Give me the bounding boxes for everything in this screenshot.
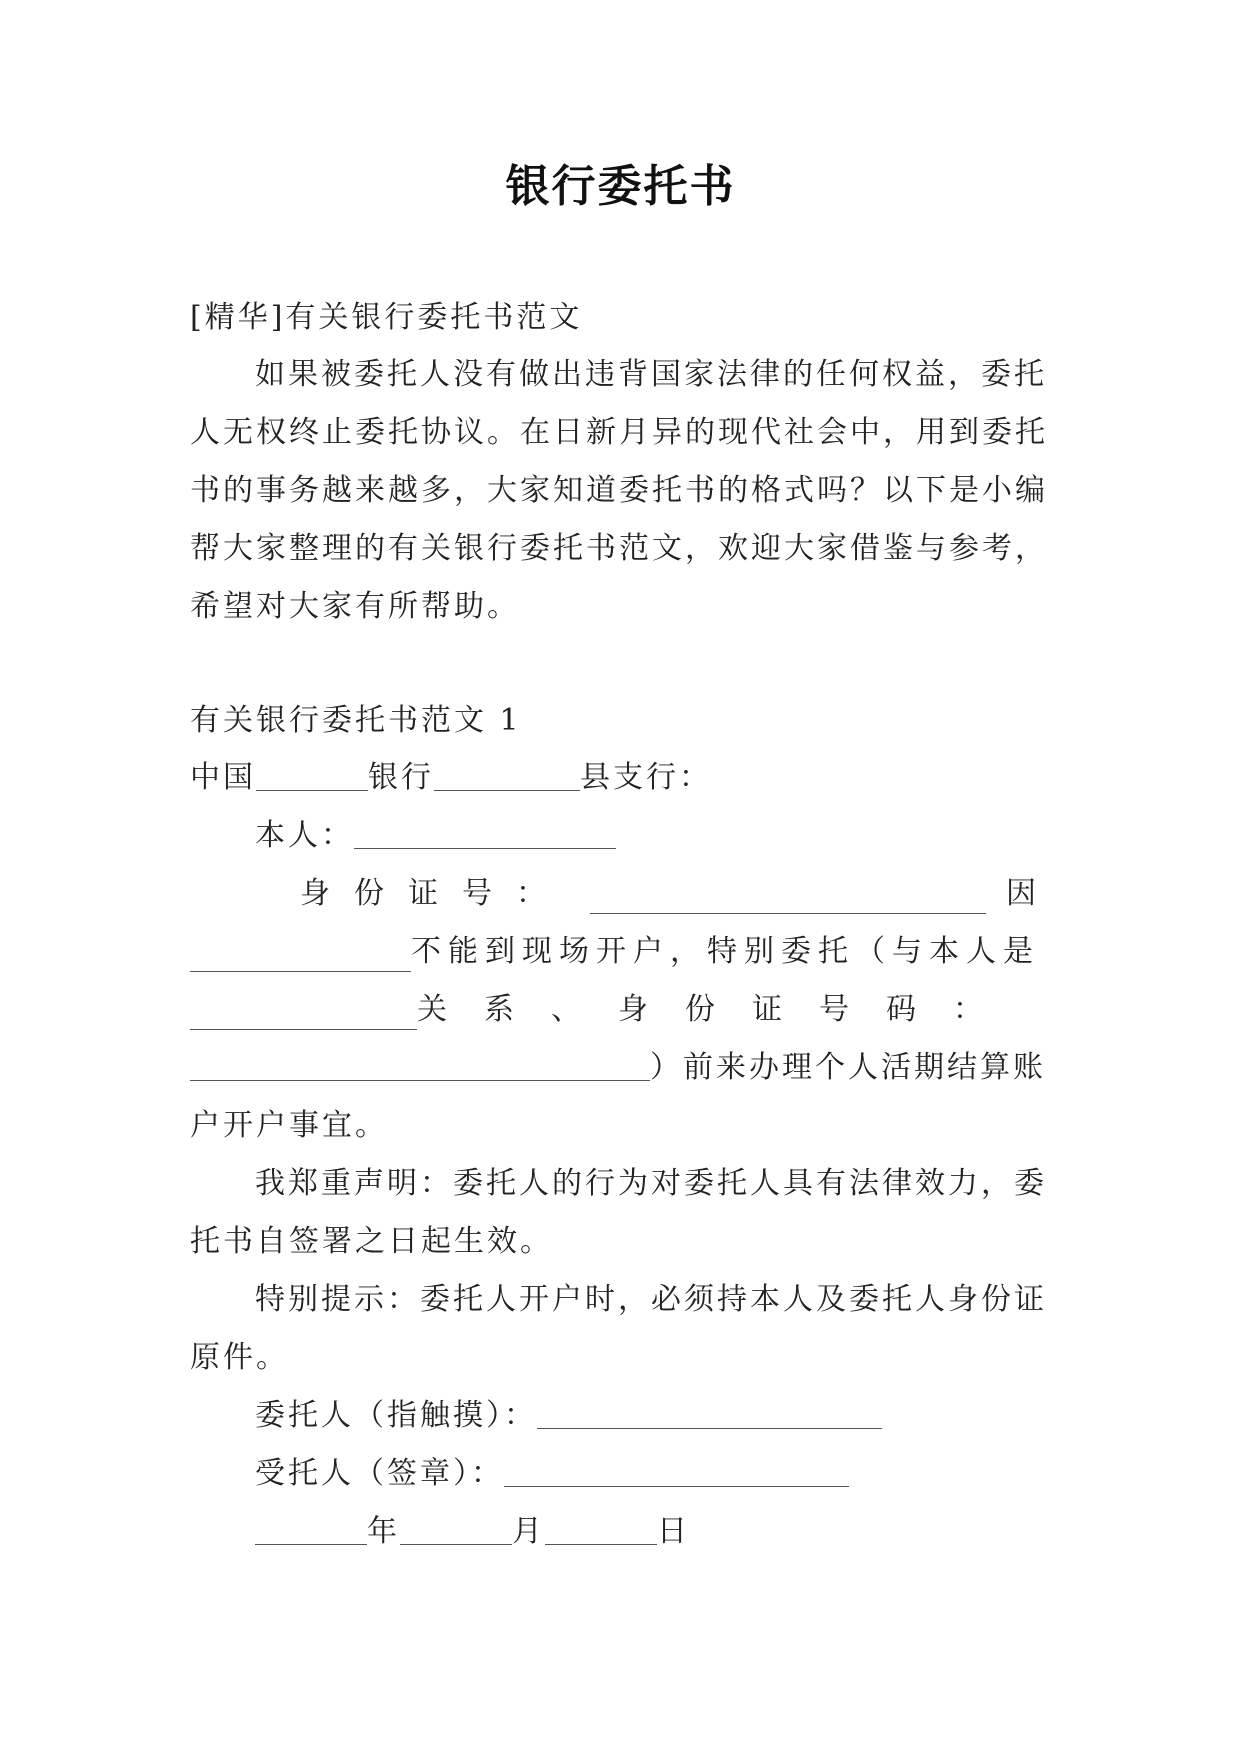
intro-line-4: 帮大家整理的有关银行委托书范文，欢迎大家借鉴与参考， — [190, 531, 1048, 566]
id-number-blank[interactable] — [590, 887, 986, 914]
relation-text: 关系、身份证号码： — [417, 992, 1020, 1027]
delegate-signature-blank[interactable] — [504, 1460, 849, 1487]
date-month-label: 月 — [512, 1514, 545, 1549]
reason-line — [190, 932, 1040, 972]
delegate-label: 受托人（签章）： — [255, 1456, 504, 1491]
relation-blank[interactable] — [190, 1003, 417, 1030]
address-line — [190, 758, 1060, 798]
principal-name-blank[interactable] — [354, 822, 616, 849]
section-heading: 有关银行委托书范文 1 — [190, 703, 522, 738]
notice-line-2: 原件。 — [190, 1340, 289, 1375]
id-number-line — [300, 874, 1039, 914]
intro-line-2: 人无权终止委托协议。在日新月异的现代社会中，用到委托 — [190, 415, 1048, 450]
date-year-label: 年 — [367, 1514, 400, 1549]
year-blank[interactable] — [255, 1518, 367, 1545]
delegator-line — [255, 1396, 1060, 1436]
county-blank[interactable] — [434, 764, 580, 791]
delegator-signature-blank[interactable] — [537, 1402, 882, 1429]
declaration-line-2: 托书自签署之日起生效。 — [190, 1224, 553, 1259]
address-country: 中国 — [190, 760, 256, 795]
reason-blank[interactable] — [190, 945, 411, 972]
purpose-end: 户开户事宜。 — [190, 1108, 388, 1143]
intro-line-3: 书的事务越来越多，大家知道委托书的格式吗？以下是小编 — [190, 473, 1048, 508]
id-tail: 因 — [1006, 876, 1039, 911]
day-blank[interactable] — [545, 1518, 657, 1545]
bank-name-blank[interactable] — [256, 764, 368, 791]
declaration-line-1: 我郑重声明：委托人的行为对委托人具有法律效力，委 — [255, 1166, 1047, 1201]
month-blank[interactable] — [400, 1518, 512, 1545]
notice-line-1: 特别提示：委托人开户时，必须持本人及委托人身份证 — [255, 1282, 1047, 1317]
date-day-label: 日 — [657, 1514, 690, 1549]
document-title: 银行委托书 — [505, 161, 736, 212]
intro-line-1: 如果被委托人没有做出违背国家法律的任何权益，委托 — [255, 357, 1047, 392]
principal-label: 本人： — [255, 818, 354, 853]
address-branch: 县支行： — [580, 760, 712, 795]
delegate-id-blank[interactable] — [190, 1054, 650, 1081]
delegator-label: 委托人（指触摸）： — [255, 1398, 537, 1433]
relation-line — [190, 990, 1020, 1030]
purpose-text: ）前来办理个人活期结算账 — [650, 1050, 1046, 1085]
intro-line-5: 希望对大家有所帮助。 — [190, 589, 520, 624]
cannot-text: 不能到现场开户，特别委托（与本人是 — [411, 934, 1040, 969]
date-line — [255, 1512, 1060, 1552]
purpose-line — [190, 1048, 1060, 1088]
id-label: 身份证号： — [300, 876, 570, 911]
delegate-line — [255, 1454, 1060, 1494]
intro-heading: [精华]有关银行委托书范文 — [190, 300, 583, 335]
address-bank: 银行 — [368, 760, 434, 795]
principal-line — [255, 816, 1060, 856]
